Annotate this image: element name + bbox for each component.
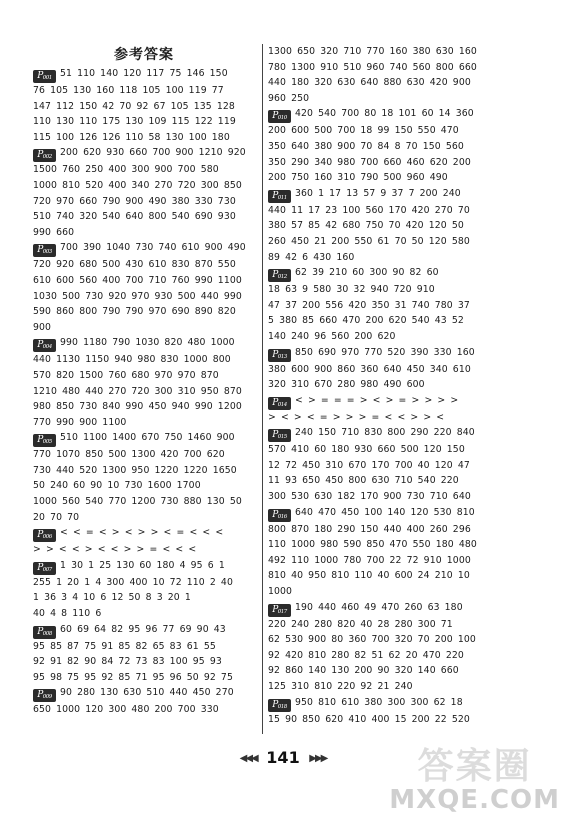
answer-line (33, 447, 255, 463)
page-badge-letter: P (37, 435, 43, 446)
answer-line (33, 83, 255, 99)
answer-line (268, 139, 500, 155)
answer-section (268, 695, 500, 728)
answer-values: 350 290 340 980 700 660 460 620 200 (268, 156, 471, 168)
page-badge (33, 562, 56, 575)
answer-line (268, 617, 500, 633)
answer-line (33, 257, 255, 273)
answer-values: 380 600 900 860 360 640 450 340 610 (268, 363, 471, 375)
answer-line (33, 145, 255, 162)
right-column (268, 44, 500, 727)
page-badge-letter: P (272, 397, 278, 408)
answer-line (268, 377, 500, 393)
answer-line (33, 478, 255, 494)
answer-line (268, 473, 500, 489)
page-badge (268, 269, 291, 282)
page-badge (33, 689, 56, 702)
page-badge (268, 349, 291, 362)
answer-values: 770 990 900 1100 (33, 416, 127, 428)
answer-line (268, 75, 500, 91)
answer-section (268, 186, 500, 265)
answer-line (33, 99, 255, 115)
page-badge-number: 017 (277, 608, 287, 615)
answer-line (268, 568, 500, 584)
answer-values: 115 100 126 126 110 58 130 100 180 (33, 131, 230, 143)
answer-values: 147 112 150 42 70 92 67 105 135 128 (33, 100, 235, 112)
page-badge-letter: P (272, 270, 278, 281)
answer-line (268, 265, 500, 282)
answer-line (33, 590, 255, 606)
answer-values: 650 1000 120 300 480 200 700 330 (33, 704, 219, 716)
answer-values: 89 42 6 430 160 (268, 251, 355, 263)
answer-section (268, 425, 500, 504)
answer-values: 300 530 630 182 170 900 730 710 640 (268, 491, 471, 503)
answer-line (268, 393, 500, 410)
answer-values: 770 1070 850 500 1300 420 700 620 (33, 449, 225, 461)
watermark-text-cn: 答案圈 (417, 746, 532, 787)
page-badge-number: 012 (277, 274, 287, 281)
answer-line (33, 320, 255, 336)
answer-line (268, 442, 500, 458)
page-badge (33, 339, 56, 352)
answer-values: 95 98 75 95 92 85 71 95 96 50 92 75 (33, 671, 233, 683)
answer-values: 800 870 180 290 150 440 400 260 296 (268, 523, 471, 535)
answer-line (33, 399, 255, 415)
answer-line (268, 632, 500, 648)
answer-line (33, 639, 255, 655)
answer-line (268, 679, 500, 695)
answer-line (33, 335, 255, 352)
answer-values: 610 600 560 400 700 710 760 990 1100 (33, 274, 242, 286)
answer-line (33, 273, 255, 289)
page-badge-letter: P (37, 245, 43, 256)
answer-values: 1500 760 250 400 300 900 700 580 (33, 164, 219, 176)
page-badge-number: 018 (277, 703, 287, 710)
answer-line (268, 123, 500, 139)
page-badge-number: 015 (277, 434, 287, 441)
page-badge-number: 005 (42, 439, 52, 446)
page-badge-letter: P (37, 530, 43, 541)
answer-values: 980 850 730 840 990 450 940 990 1200 (33, 401, 242, 413)
answer-values: 125 310 810 220 92 21 240 (268, 681, 413, 692)
page-badge-letter: P (272, 111, 278, 122)
answer-line (268, 663, 500, 679)
answer-values: 140 240 96 560 200 620 (268, 330, 396, 342)
answer-values: 240 150 710 830 800 290 220 840 (295, 427, 475, 439)
answer-values: > > < < > < < > > = < < < (33, 544, 197, 556)
answer-values: 950 810 610 380 300 300 62 18 (295, 696, 463, 708)
page-badge (268, 699, 291, 712)
page-number: 141 (266, 748, 300, 767)
page-badge-letter: P (37, 150, 43, 161)
answer-line (268, 203, 500, 219)
answer-line (268, 155, 500, 171)
page-badge-number: 001 (42, 75, 52, 81)
answer-values: 850 690 970 770 520 390 330 160 (295, 346, 475, 358)
answer-values: 900 (33, 321, 52, 333)
answer-values: 60 69 64 82 95 96 77 69 90 43 (60, 623, 226, 635)
answer-values: 730 440 520 1300 950 1220 1220 1650 (33, 464, 237, 476)
answer-section (33, 335, 255, 430)
page-badge (33, 70, 56, 83)
answer-line (268, 362, 500, 378)
page-badge (268, 604, 291, 617)
answer-values: 360 1 17 13 57 9 37 7 200 240 (295, 187, 461, 199)
answer-values: 20 70 70 (33, 511, 80, 523)
answer-line (33, 289, 255, 305)
answer-values: 255 1 20 1 4 300 400 10 72 110 2 40 (33, 576, 233, 588)
page-badge-letter: P (272, 430, 278, 441)
answer-line (268, 218, 500, 234)
answer-line (268, 600, 500, 617)
answer-values: 1300 650 320 710 770 160 380 630 160 (268, 46, 477, 57)
answer-values: 12 72 450 310 670 170 700 40 120 47 (268, 459, 470, 471)
page-badge-letter: P (272, 509, 278, 520)
answer-line (33, 622, 255, 639)
page-badge-number: 010 (277, 115, 287, 122)
page-badge (33, 626, 56, 639)
answer-line (33, 542, 255, 558)
answer-section (268, 393, 500, 426)
answer-values: > < > < = > > > = < < > > < (268, 411, 445, 423)
answer-line (268, 425, 500, 442)
page-badge-letter: P (37, 340, 43, 351)
answer-line (268, 410, 500, 426)
answer-line (33, 670, 255, 686)
answer-values: 40 4 8 110 6 (33, 608, 102, 620)
answer-section (33, 558, 255, 622)
left-column (33, 66, 255, 718)
answer-line (268, 313, 500, 329)
answer-line (33, 66, 255, 83)
answer-line (33, 194, 255, 210)
answer-line (33, 384, 255, 400)
answer-section (268, 505, 500, 600)
page-badge (33, 434, 56, 447)
answer-values: 190 440 460 49 470 260 63 180 (295, 601, 463, 613)
answer-values: 320 310 670 280 980 490 600 (268, 379, 425, 391)
page-badge-letter: P (272, 349, 278, 360)
answer-values: 90 280 130 630 510 440 450 270 (60, 687, 234, 699)
answer-line (33, 415, 255, 431)
answer-values: 76 105 130 160 118 105 100 119 77 (33, 85, 224, 96)
answer-values: 1210 480 440 270 720 300 310 950 870 (33, 385, 242, 397)
answer-line (268, 584, 500, 600)
answer-values: 440 180 320 630 640 880 630 420 900 (268, 77, 471, 89)
answer-line (33, 130, 255, 146)
answer-line (268, 298, 500, 314)
answer-line (268, 537, 500, 553)
answer-line (268, 345, 500, 362)
answer-line (33, 654, 255, 670)
answer-line (268, 234, 500, 250)
answer-values: 420 540 700 80 18 101 60 14 360 (295, 108, 474, 120)
answer-values: 47 37 200 556 420 350 31 740 780 37 (268, 299, 470, 311)
answer-values: 700 390 1040 730 740 610 900 490 (60, 242, 246, 254)
answer-values: 990 660 (33, 226, 75, 238)
answer-values: 1 30 1 25 130 60 180 4 95 6 1 (60, 559, 225, 571)
answer-line (33, 114, 255, 130)
answer-values: 1000 (268, 586, 293, 598)
answer-values: 810 40 950 810 110 40 600 24 210 10 (268, 570, 470, 582)
answer-section (33, 525, 255, 558)
answer-line (33, 368, 255, 384)
answer-line (33, 240, 255, 257)
answer-line (268, 458, 500, 474)
answer-values: 110 130 110 175 130 109 115 122 119 (33, 116, 236, 128)
answer-values: 1030 500 730 920 970 930 500 440 990 (33, 290, 242, 302)
answer-line (268, 489, 500, 505)
answer-values: 640 470 450 100 140 120 530 810 (295, 506, 475, 518)
answer-section (33, 145, 255, 240)
answer-section (33, 66, 255, 145)
page-badge (268, 110, 291, 123)
answer-values: 5 380 85 660 470 200 620 540 43 52 (268, 315, 464, 327)
answer-values: 590 860 800 790 790 970 690 890 820 (33, 306, 236, 318)
right-arrows-icon: ▶▶▶ (309, 753, 327, 764)
answer-line (33, 178, 255, 194)
answer-values: 1 36 3 4 10 6 12 50 8 3 20 1 (33, 592, 191, 604)
answer-line (33, 225, 255, 241)
answer-values: 200 600 500 700 18 99 150 550 470 (268, 125, 459, 137)
answer-section (268, 345, 500, 393)
answer-line (33, 510, 255, 526)
watermark-logo (389, 748, 560, 814)
answer-values: 62 39 210 60 300 90 82 60 (295, 267, 439, 279)
answer-values: 1000 560 540 770 1200 730 880 130 50 (33, 496, 242, 508)
answer-values: 350 640 380 900 70 84 8 70 150 560 (268, 140, 464, 152)
answer-values: 51 110 140 120 117 75 146 150 (60, 68, 228, 79)
answer-line (268, 60, 500, 76)
answer-line (268, 106, 500, 123)
answer-values: 570 410 60 180 930 660 500 120 150 (268, 444, 465, 456)
page-badge-letter: P (272, 699, 278, 710)
page-badge-letter: P (37, 690, 43, 701)
answer-values: 1000 810 520 400 340 270 720 300 850 (33, 179, 242, 191)
page-badge-number: 007 (42, 566, 52, 573)
answer-line (268, 282, 500, 298)
answer-line (33, 463, 255, 479)
answer-line (268, 250, 500, 266)
answer-values: 92 860 140 130 200 90 320 140 660 (268, 665, 459, 677)
answer-values: 720 970 660 790 900 490 380 330 730 (33, 195, 236, 207)
answer-line (268, 186, 500, 203)
answer-line (33, 162, 255, 178)
page-badge-number: 014 (277, 401, 287, 408)
page-title: 参考答案 (114, 47, 174, 63)
page-badge (268, 429, 291, 442)
left-arrows-icon: ◀◀◀ (239, 753, 257, 764)
page-badge-number: 003 (42, 249, 52, 256)
answer-values: 960 250 (268, 92, 310, 104)
answer-values: 220 240 280 820 40 28 280 300 71 (268, 618, 453, 630)
answer-values: 440 11 17 23 100 560 170 420 270 70 (268, 204, 470, 216)
answer-line (33, 606, 255, 622)
answer-section (268, 44, 500, 106)
answer-values: < < = < > < > > < = < < < (60, 527, 224, 539)
column-divider (262, 44, 263, 734)
answer-line (268, 505, 500, 522)
answer-values: 990 1180 790 1030 820 480 1000 (60, 337, 235, 349)
answer-line (268, 522, 500, 538)
answer-line (33, 685, 255, 702)
page-badge (33, 529, 56, 542)
page-badge-letter: P (37, 626, 43, 637)
answer-line (33, 352, 255, 368)
page-badge-letter: P (272, 604, 278, 615)
page-badge-letter: P (272, 190, 278, 201)
answer-section (268, 600, 500, 695)
answer-line (268, 695, 500, 712)
answer-values: 110 1000 980 590 850 470 550 180 480 (268, 539, 477, 551)
answer-values: 720 920 680 500 430 610 830 870 550 (33, 259, 236, 271)
answer-line (33, 304, 255, 320)
answer-line (268, 712, 500, 728)
answer-line (268, 553, 500, 569)
answer-values: 380 57 85 42 680 750 70 420 120 50 (268, 220, 464, 232)
answer-values: 200 750 160 310 790 500 960 490 (268, 172, 448, 184)
answer-line (33, 702, 255, 718)
page-badge (268, 397, 291, 410)
answer-values: 92 91 82 90 84 72 73 83 100 95 93 (33, 656, 222, 668)
answer-line (33, 525, 255, 542)
page-badge-number: 011 (277, 194, 287, 201)
answer-values: 11 93 650 450 800 630 710 540 220 (268, 475, 459, 487)
answer-values: 18 63 9 580 30 32 940 720 910 (268, 284, 435, 296)
page-badge-letter: P (37, 71, 43, 81)
answer-section (33, 622, 255, 686)
answer-values: 260 450 21 200 550 61 70 50 120 580 (268, 235, 470, 247)
answer-line (268, 170, 500, 186)
answer-line (268, 329, 500, 345)
answer-line (33, 494, 255, 510)
answer-values: < > = = = > < > = > > > > (295, 394, 459, 406)
answer-values: 62 530 900 80 360 700 320 70 200 100 (268, 634, 476, 646)
page-badge (33, 244, 56, 257)
answer-line (33, 209, 255, 225)
page-badge-number: 006 (42, 534, 52, 541)
answer-line (268, 44, 500, 60)
answer-line (33, 558, 255, 575)
answer-values: 50 240 60 90 10 730 1600 1700 (33, 480, 201, 492)
answer-values: 570 820 1500 760 680 970 970 870 (33, 369, 219, 381)
answer-values: 95 85 87 75 91 85 82 65 83 61 55 (33, 640, 216, 652)
page-badge-number: 013 (277, 353, 287, 360)
answer-section (268, 265, 500, 344)
answer-values: 510 740 320 540 640 800 540 690 930 (33, 211, 236, 223)
answer-line (33, 430, 255, 447)
page-badge-number: 009 (42, 694, 52, 701)
answer-values: 92 420 810 280 82 51 62 20 470 220 (268, 649, 464, 661)
answer-line (33, 575, 255, 591)
answer-values: 780 1300 910 510 960 740 560 800 660 (268, 61, 477, 73)
page-badge (268, 509, 291, 522)
answer-line (268, 648, 500, 664)
page-badge-number: 008 (42, 630, 52, 637)
answer-section (33, 240, 255, 335)
page-badge-letter: P (37, 562, 43, 573)
answer-line (268, 91, 500, 107)
answer-values: 440 1130 1150 940 980 830 1000 800 (33, 354, 231, 366)
answer-values: 15 90 850 620 410 400 15 200 22 520 (268, 713, 470, 725)
page-badge (268, 190, 291, 203)
answer-values: 200 620 930 660 700 900 1210 920 (60, 147, 246, 159)
page-badge (33, 149, 56, 162)
answer-values: 510 1100 1400 670 750 1460 900 (60, 432, 235, 444)
answer-section (33, 685, 255, 718)
answer-section (268, 106, 500, 185)
page-badge-number: 016 (277, 513, 287, 520)
page-badge-number: 004 (42, 344, 52, 351)
page-badge-number: 002 (42, 154, 52, 161)
answer-section (33, 430, 255, 525)
watermark-text-en: MXQE.COM (389, 785, 560, 815)
answer-values: 492 110 1000 780 700 22 72 910 1000 (268, 554, 471, 566)
